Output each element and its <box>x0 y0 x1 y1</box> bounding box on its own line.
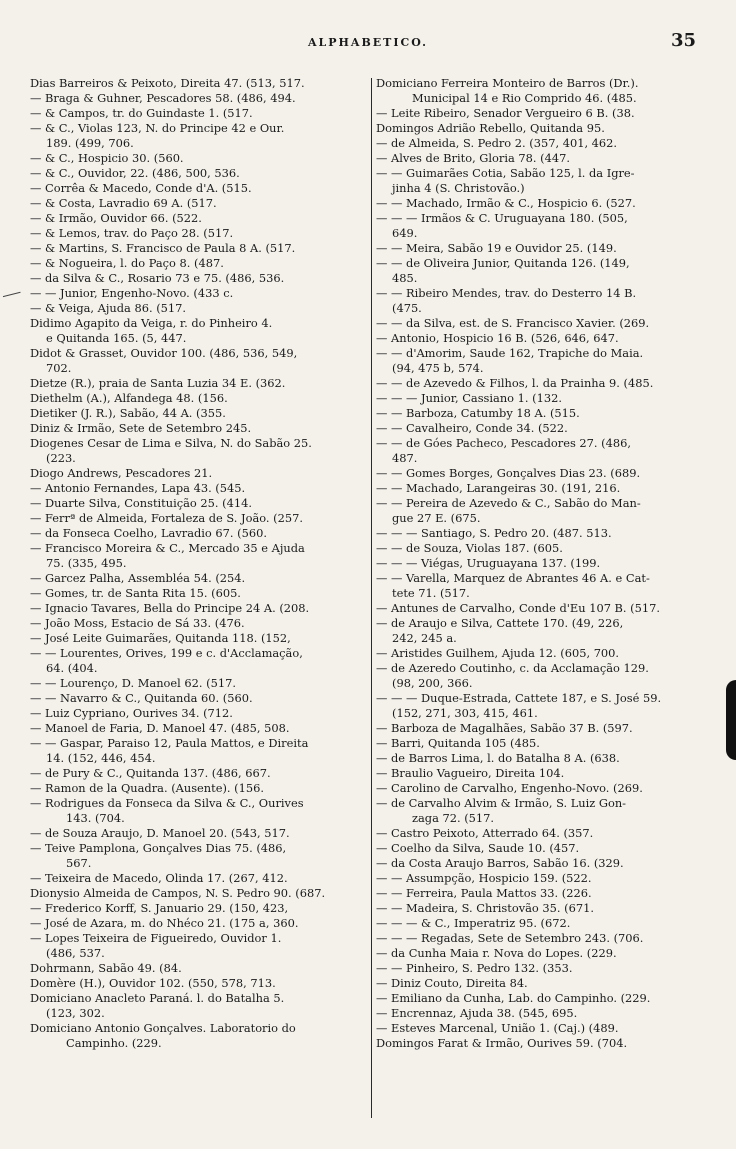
directory-entry-line: — — — Regadas, Sete de Setembro 243. (706. <box>376 931 644 945</box>
directory-entry-line: Domiciano Anacleto Paraná. l. do Batalha 5. <box>30 991 285 1005</box>
directory-entry-line: — Braulio Vagueiro, Direita 104. <box>376 766 565 780</box>
directory-entry-line: — Corrêa & Macedo, Conde d'A. (515. <box>30 181 252 195</box>
right-column <box>376 76 706 1051</box>
directory-entry-line: — Frederico Korff, S. Januario 29. (150, 423, <box>30 901 289 915</box>
directory-entry-line: Campinho. (229. <box>66 1036 162 1050</box>
directory-entry-line: — Garcez Palha, Assembléa 54. (254. <box>30 571 246 585</box>
directory-entry-line: — — de Azevedo & Filhos, l. da Prainha 9. (485. <box>376 376 654 390</box>
directory-entry-line: — — d'Amorim, Saude 162, Trapiche do Maia. <box>376 346 644 360</box>
directory-entry-line: — — — & C., Imperatriz 95. (672. <box>376 916 571 930</box>
directory-entry-line: gue 27 E. (675. <box>392 511 481 525</box>
directory-entry-line: — de Barros Lima, l. do Batalha 8 A. (638. <box>376 751 620 765</box>
directory-entry-line: — & Irmão, Ouvidor 66. (522. <box>30 211 202 225</box>
directory-entry-line: Dias Barreiros & Peixoto, Direita 47. (513, 517. <box>30 76 305 90</box>
directory-entry-line: — Antonio, Hospicio 16 B. (526, 646, 647. <box>376 331 619 345</box>
directory-entry-line: — Antonio Fernandes, Lapa 43. (545. <box>30 481 246 495</box>
directory-entry-line: — Ignacio Tavares, Bella do Principe 24 A. (208. <box>30 601 310 615</box>
directory-entry-line: — & Costa, Lavradio 69 A. (517. <box>30 196 217 210</box>
directory-entry-line: — Manoel de Faria, D. Manoel 47. (485, 508. <box>30 721 290 735</box>
margin-mark <box>1 286 20 297</box>
directory-entry-line: Domiciano Antonio Gonçalves. Laboratorio do <box>30 1021 296 1035</box>
directory-entry-line: — Francisco Moreira & C., Mercado 35 e Ajuda <box>30 541 305 555</box>
directory-entry-line: Dietiker (J. R.), Sabão, 44 A. (355. <box>30 406 226 420</box>
directory-entry-line: — — de Góes Pacheco, Pescadores 27. (486, <box>376 436 631 450</box>
directory-entry-line: Dietze (R.), praia de Santa Luzia 34 E. (362. <box>30 376 286 390</box>
directory-entry-line: — — — Duque-Estrada, Cattete 187, e S. José 59. <box>376 691 662 705</box>
directory-entry-line: — — Ferreira, Paula Mattos 33. (226. <box>376 886 592 900</box>
directory-entry-line: — & C., Hospicio 30. (560. <box>30 151 184 165</box>
directory-entry-line: — — de Souza, Violas 187. (605. <box>376 541 563 555</box>
directory-entry-line: 567. <box>66 856 92 870</box>
edge-smudge <box>726 680 736 760</box>
directory-entry-line: — da Fonseca Coelho, Lavradio 67. (560. <box>30 526 267 540</box>
directory-entry-line: 64. (404. <box>46 661 98 675</box>
directory-entry-line: — — de Oliveira Junior, Quitanda 126. (149, <box>376 256 630 270</box>
directory-entry-line: — de Carvalho Alvim & Irmão, S. Luiz Gon- <box>376 796 627 810</box>
directory-entry-line: — Antunes de Carvalho, Conde d'Eu 107 B. (517. <box>376 601 660 615</box>
directory-entry-line: — — Assumpção, Hospicio 159. (522. <box>376 871 592 885</box>
directory-entry-line: 189. (499, 706. <box>46 136 134 150</box>
directory-entry-line: — — — Viégas, Uruguayana 137. (199. <box>376 556 601 570</box>
directory-entry-line: e Quitanda 165. (5, 447. <box>46 331 187 345</box>
directory-entry-line: Domingos Farat & Irmão, Ourives 59. (704. <box>376 1036 628 1050</box>
directory-entry-line: 75. (335, 495. <box>46 556 127 570</box>
directory-entry-line: — de Souza Araujo, D. Manoel 20. (543, 517. <box>30 826 290 840</box>
directory-entry-line: — & Veiga, Ajuda 86. (517. <box>30 301 186 315</box>
directory-entry-line: (223. <box>46 451 76 465</box>
directory-entry-line: — de Araujo e Silva, Cattete 170. (49, 226, <box>376 616 624 630</box>
directory-entry-line: — Luiz Cypriano, Ourives 34. (712. <box>30 706 233 720</box>
directory-entry-line: — & Martins, S. Francisco de Paula 8 A. (517. <box>30 241 296 255</box>
directory-entry-line: — — Cavalheiro, Conde 34. (522. <box>376 421 568 435</box>
directory-entry-line: Didimo Agapito da Veiga, r. do Pinheiro 4. <box>30 316 273 330</box>
column-rule <box>371 78 372 1118</box>
directory-entry-line: — & Campos, tr. do Guindaste 1. (517. <box>30 106 253 120</box>
directory-entry-line: — da Costa Araujo Barros, Sabão 16. (329. <box>376 856 624 870</box>
directory-entry-line: (123, 302. <box>46 1006 105 1020</box>
directory-entry-line: — — Navarro & C., Quitanda 60. (560. <box>30 691 253 705</box>
directory-entry-line: (152, 271, 303, 415, 461. <box>392 706 538 720</box>
directory-entry-line: — Barboza de Magalhães, Sabão 37 B. (597. <box>376 721 633 735</box>
directory-entry-line: — de Azeredo Coutinho, c. da Acclamação 129. <box>376 661 649 675</box>
directory-entry-line: — & Nogueira, l. do Paço 8. (487. <box>30 256 224 270</box>
directory-entry-line: Didot & Grasset, Ouvidor 100. (486, 536, 549, <box>30 346 298 360</box>
directory-entry-line: — Leite Ribeiro, Senador Vergueiro 6 B. (38. <box>376 106 635 120</box>
directory-entry-line: Diogo Andrews, Pescadores 21. <box>30 466 213 480</box>
directory-entry-line: — — — Irmãos & C. Uruguayana 180. (505, <box>376 211 628 225</box>
directory-entry-line: Municipal 14 e Rio Comprido 46. (485. <box>412 91 637 105</box>
directory-entry-line: — Encrennaz, Ajuda 38. (545, 695. <box>376 1006 578 1020</box>
directory-entry-line: — Castro Peixoto, Atterrado 64. (357. <box>376 826 594 840</box>
directory-entry-line: — Aristides Guilhem, Ajuda 12. (605, 700. <box>376 646 620 660</box>
directory-entry-line: — — Meira, Sabão 19 e Ouvidor 25. (149. <box>376 241 617 255</box>
directory-entry-line: — Alves de Brito, Gloria 78. (447. <box>376 151 570 165</box>
directory-entry-line: — Emiliano da Cunha, Lab. do Campinho. (229. <box>376 991 651 1005</box>
directory-entry-line: — — Junior, Engenho-Novo. (433 c. <box>30 286 234 300</box>
directory-entry-line: (98, 200, 366. <box>392 676 473 690</box>
directory-entry-line: — de Almeida, S. Pedro 2. (357, 401, 462. <box>376 136 618 150</box>
directory-entry-line: — da Silva & C., Rosario 73 e 75. (486, 536. <box>30 271 285 285</box>
directory-entry-line: — — Lourentes, Orives, 199 e c. d'Acclamação, <box>30 646 303 660</box>
directory-entry-line: — — Lourenço, D. Manoel 62. (517. <box>30 676 236 690</box>
directory-entry-line: — & Lemos, trav. do Paço 28. (517. <box>30 226 234 240</box>
directory-entry-line: — — Barboza, Catumby 18 A. (515. <box>376 406 580 420</box>
directory-entry-line: — Braga & Guhner, Pescadores 58. (486, 494. <box>30 91 296 105</box>
page-number: 35 <box>670 30 696 51</box>
directory-entry-line: — de Pury & C., Quitanda 137. (486, 667. <box>30 766 271 780</box>
directory-entry-line: Dionysio Almeida de Campos, N. S. Pedro 90. (687. <box>30 886 326 900</box>
directory-entry-line: 485. <box>392 271 418 285</box>
directory-entry-line: — — Madeira, S. Christovão 35. (671. <box>376 901 594 915</box>
directory-entry-line: — — — Junior, Cassiano 1. (132. <box>376 391 562 405</box>
directory-entry-line: Diniz & Irmão, Sete de Setembro 245. <box>30 421 252 435</box>
directory-entry-line: — — Varella, Marquez de Abrantes 46 A. e Cat- <box>376 571 650 585</box>
directory-entry-line: — Teixeira de Macedo, Olinda 17. (267, 412. <box>30 871 288 885</box>
directory-entry-line: — Ramon de la Quadra. (Ausente). (156. <box>30 781 264 795</box>
directory-entry-line: — — Machado, Larangeiras 30. (191, 216. <box>376 481 621 495</box>
directory-entry-line: Diogenes Cesar de Lima e Silva, N. do Sabão 25. <box>30 436 312 450</box>
directory-entry-line: — — Gaspar, Paraiso 12, Paula Mattos, e Direita <box>30 736 309 750</box>
directory-entry-line: — Carolino de Carvalho, Engenho-Novo. (269. <box>376 781 643 795</box>
directory-entry-line: — & C., Ouvidor, 22. (486, 500, 536. <box>30 166 240 180</box>
directory-entry-line: — da Cunha Maia r. Nova do Lopes. (229. <box>376 946 617 960</box>
directory-entry-line: — — Pereira de Azevedo & C., Sabão do Man- <box>376 496 641 510</box>
directory-entry-line: — & C., Violas 123, N. do Principe 42 e Our. <box>30 121 285 135</box>
directory-entry-line: — Rodrigues da Fonseca da Silva & C., Ourives <box>30 796 304 810</box>
directory-entry-line: 143. (704. <box>66 811 125 825</box>
directory-entry-line: — Duarte Silva, Constituição 25. (414. <box>30 496 252 510</box>
directory-entry-line: — Ferrª de Almeida, Fortaleza de S. João. (257. <box>30 511 303 525</box>
directory-entry-line: (475. <box>392 301 422 315</box>
directory-entry-line: — Diniz Couto, Direita 84. <box>376 976 528 990</box>
directory-entry-line: Diethelm (A.), Alfandega 48. (156. <box>30 391 228 405</box>
directory-entry-line: 649. <box>392 226 418 240</box>
directory-entry-line: — José Leite Guimarães, Quitanda 118. (152, <box>30 631 291 645</box>
directory-entry-line: — — Ribeiro Mendes, trav. do Desterro 14 B. <box>376 286 637 300</box>
directory-entry-line: Dohrmann, Sabão 49. (84. <box>30 961 182 975</box>
directory-entry-line: — João Moss, Estacio de Sá 33. (476. <box>30 616 245 630</box>
running-head: ALPHABETICO. <box>307 36 428 49</box>
directory-entry-line: — Esteves Marcenal, União 1. (Caj.) (489. <box>376 1021 619 1035</box>
directory-entry-line: — José de Azara, m. do Nhéco 21. (175 a, 360. <box>30 916 299 930</box>
directory-entry-line: Domiciano Ferreira Monteiro de Barros (Dr.). <box>376 76 639 90</box>
directory-entry-line: — — Gomes Borges, Gonçalves Dias 23. (689. <box>376 466 641 480</box>
directory-entry-line: 14. (152, 446, 454. <box>46 751 156 765</box>
directory-entry-line: (94, 475 b, 574. <box>392 361 484 375</box>
directory-entry-line: 487. <box>392 451 418 465</box>
directory-entry-line: — Lopes Teixeira de Figueiredo, Ouvidor 1. <box>30 931 282 945</box>
directory-entry-line: 242, 245 a. <box>392 631 457 645</box>
directory-entry-line: — Coelho da Silva, Saude 10. (457. <box>376 841 580 855</box>
left-column <box>30 76 366 1051</box>
directory-entry-line: (486, 537. <box>46 946 105 960</box>
directory-entry-line: — — Machado, Irmão & C., Hospicio 6. (527. <box>376 196 636 210</box>
directory-entry-line: — Barri, Quitanda 105 (485. <box>376 736 540 750</box>
directory-entry-line: — Teive Pamplona, Gonçalves Dias 75. (486, <box>30 841 287 855</box>
directory-entry-line: — Gomes, tr. de Santa Rita 15. (605. <box>30 586 241 600</box>
directory-entry-line: Domingos Adrião Rebello, Quitanda 95. <box>376 121 605 135</box>
directory-entry-line: — — — Santiago, S. Pedro 20. (487. 513. <box>376 526 612 540</box>
directory-entry-line: Domère (H.), Ouvidor 102. (550, 578, 713. <box>30 976 276 990</box>
directory-entry-line: jinha 4 (S. Christovão.) <box>392 181 525 195</box>
directory-entry-line: zaga 72. (517. <box>412 811 495 825</box>
directory-entry-line: — — Pinheiro, S. Pedro 132. (353. <box>376 961 573 975</box>
directory-entry-line: — — Guimarães Cotia, Sabão 125, l. da Igre- <box>376 166 635 180</box>
directory-entry-line: tete 71. (517. <box>392 586 470 600</box>
directory-entry-line: — — da Silva, est. de S. Francisco Xavier. (269. <box>376 316 650 330</box>
directory-entry-line: 702. <box>46 361 72 375</box>
